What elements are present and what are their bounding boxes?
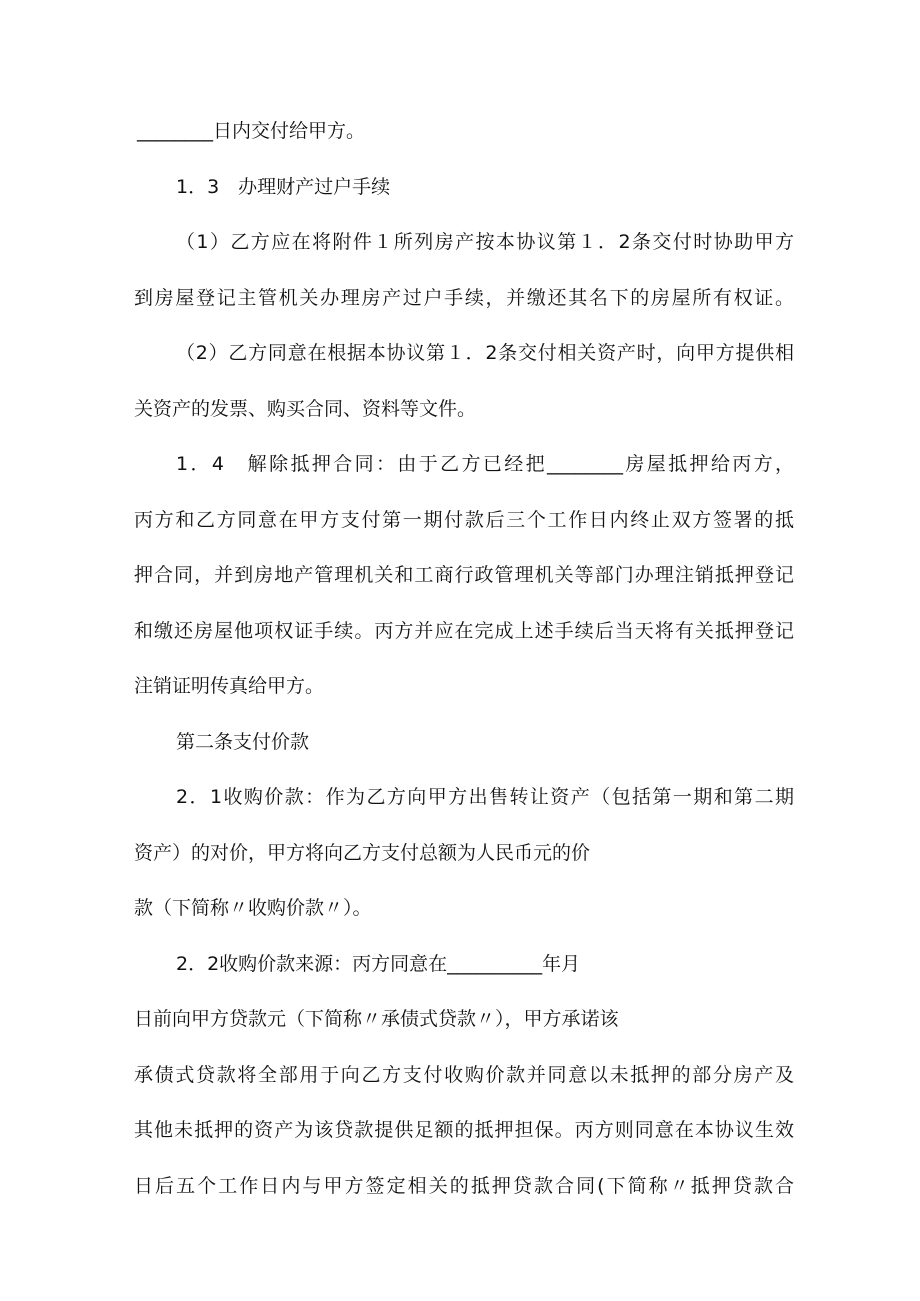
text-line-5: （2）乙方同意在根据本协议第１．2条交付相关资产时，向甲方提供相 — [176, 342, 794, 364]
text-line-19: 其他未抵押的资产为该贷款提供足额的抵押担保。丙方则同意在本协议生效 — [134, 1119, 794, 1141]
text-line-18: 承债式贷款将全部用于向乙方支付收购价款并同意以未抵押的部分房产及 — [134, 1064, 794, 1086]
text-line-10: 和缴还房屋他项权证手续。丙方并应在完成上述手续后当天将有关抵押登记 — [134, 620, 794, 642]
text-line-14: 资产）的对价，甲方将向乙方支付总额为人民币元的价 — [134, 842, 591, 864]
text-line-17: 日前向甲方贷款元（下简称〃承债式贷款〃），甲方承诺该 — [134, 1008, 619, 1030]
text-line-8: 丙方和乙方同意在甲方支付第一期付款后三个工作日内终止双方签署的抵 — [134, 509, 794, 531]
text-line-11: 注销证明传真给甲方。 — [134, 675, 325, 697]
text-line-16: 2．2收购价款来源：丙方同意在__________年月 — [176, 953, 581, 975]
text-line-3: （1）乙方应在将附件１所列房产按本协议第１．2条交付时协助甲方 — [176, 231, 794, 253]
article-heading-2: 第二条支付价款 — [176, 731, 310, 753]
section-heading-1-3: 1．3 办理财产过户手续 — [176, 176, 391, 198]
section-heading-1-4: 1．4 解除抵押合同：由于乙方已经把________房屋抵押给丙方， — [176, 453, 794, 475]
text-line-9: 押合同，并到房地产管理机关和工商行政管理机关等部门办理注销抵押登记 — [134, 564, 794, 586]
text-line-15: 款（下简称〃收购价款〃）。 — [134, 897, 372, 919]
text-line-4: 到房屋登记主管机关办理房产过户手续，并缴还其名下的房屋所有权证。 — [134, 287, 794, 309]
text-line-20: 日后五个工作日内与甲方签定相关的抵押贷款合同(下简称〃抵押贷款合 — [134, 1175, 794, 1197]
text-line-13: 2．1收购价款：作为乙方向甲方出售转让资产（包括第一期和第二期 — [176, 786, 794, 808]
text-line-6: 关资产的发票、购买合同、资料等文件。 — [134, 398, 477, 420]
text-line-1: ________日内交付给甲方。 — [137, 120, 366, 142]
